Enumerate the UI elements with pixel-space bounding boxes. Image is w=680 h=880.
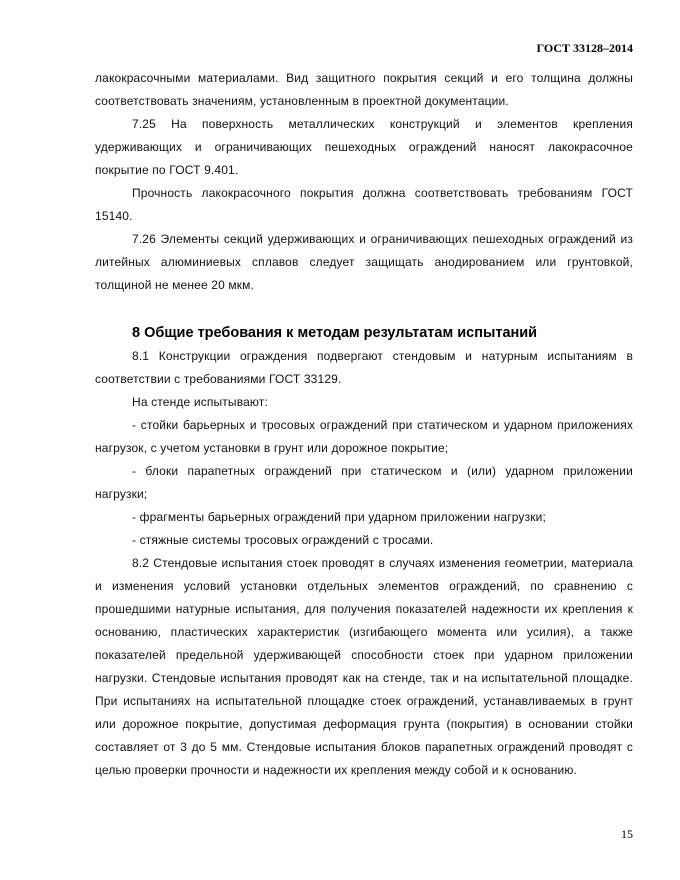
paragraph-7-26: 7.26 Элементы секций удерживающих и ограничивающих пешеходных ограждений из литейных алюминиевых сплавов следует защищать анодированием или грунтовкой, толщиной не менее 20 мкм.: [95, 232, 633, 292]
list-item: - стойки барьерных и тросовых ограждений при статическом и ударном приложениях нагрузок, с учетом установки в грунт или дорожное покрытие;: [95, 418, 633, 455]
list-item: - фрагменты барьерных ограждений при ударном приложении нагрузки;: [132, 510, 546, 524]
paragraph-stand-intro: На стенде испытывают:: [132, 395, 268, 409]
page-body: [95, 67, 633, 782]
list-item: - блоки парапетных ограждений при статическом и (или) ударном приложении нагрузки;: [95, 464, 633, 501]
document-code-header: ГОСТ 33128–2014: [536, 41, 633, 55]
list-item: - стяжные системы тросовых ограждений с тросами.: [132, 533, 434, 547]
page-number: 15: [621, 827, 633, 841]
paragraph-8-1: 8.1 Конструкции ограждения подвергают стендовым и натурным испытаниям в соответствии с требованиями ГОСТ 33129.: [95, 349, 633, 386]
paragraph-7-25: 7.25 На поверхность металлических конструкций и элементов крепления удерживающих и ограничивающих пешеходных ограждений наносят лакокрасочное покрытие по ГОСТ 9.401.: [95, 117, 633, 177]
paragraph-8-2: 8.2 Стендовые испытания стоек проводят в случаях изменения геометрии, материала и изменения условий установки отдельных элементов ограждений, по сравнению с прошедшими натурные испытания, для получения показателей надежности их крепления к основанию, пластических характеристик (изгибающего момента или усилия), а также показателей предельной удерживающей способности стоек при ударном приложении нагрузки. Стендовые испытания проводят как на стенде, так и на испытательной площадке. При испытаниях на испытательной площадке стоек ограждений, устанавливаемых в грунт или дорожное покрытие, допустимая деформация грунта (покрытия) в основании стойки составляет от 3 до 5 мм. Стендовые испытания блоков парапетных ограждений проводят с целью проверки прочности и надежности их крепления между собой и к основанию.: [95, 556, 633, 777]
paragraph-coating-strength: Прочность лакокрасочного покрытия должна соответствовать требованиям ГОСТ 15140.: [95, 186, 633, 223]
section-8-heading: 8 Общие требования к методам результатам испытаний: [132, 325, 538, 341]
paragraph-continuation: лакокрасочными материалами. Вид защитного покрытия секций и его толщина должны соответствовать значениям, установленным в проектной документации.: [95, 71, 633, 108]
